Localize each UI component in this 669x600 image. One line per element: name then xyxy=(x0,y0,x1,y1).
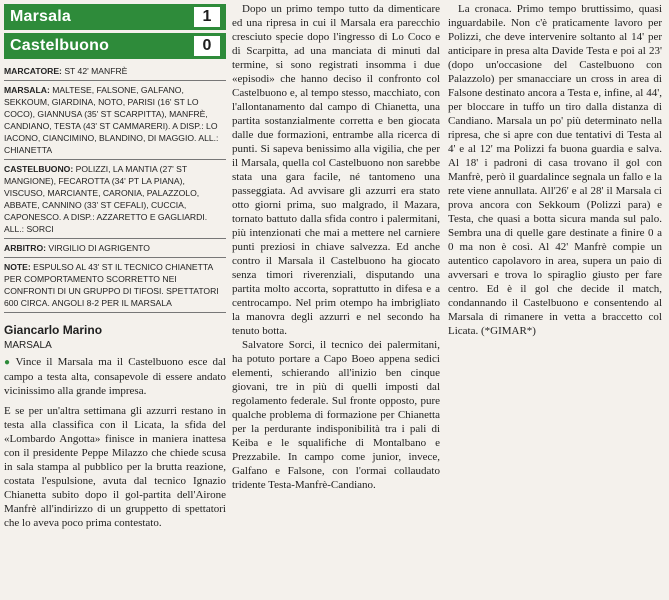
away-goals: 0 xyxy=(194,36,220,56)
home-lineup-block xyxy=(4,81,226,160)
referee-block xyxy=(4,239,226,258)
away-score-row xyxy=(4,33,226,59)
bullet-icon: ● xyxy=(4,357,13,368)
article-paragraph-3: Dopo un primo tempo tutto da dimenticare ed una ripresa in cui il Marsala era parecchio cresciuto specie dopo l'ingresso di Lo Coco e di Scarpitta, ad una manciata di minuti dal termine, si sono registrati insomma i due «episodi» che hanno deciso il confronto col Castelbuono e, al tempo stesso, macchiato, con l'allontanamento dal campo di Chianetta, una partita sostanzialmente corretta e ben giocata dalle due formazioni, entrambe alla ricerca di punti. Si sapeva benissimo alla vigilia, che per il Marsala, quella col Castelbuono non sarebbe stata una gara facile, né tantomeno una passeggiata. Ad avvisare gli azzurri era stato otto giorni prima, suo malgrado, il Mazara, tornato battuto dalla sfida contro i palermitani, più intenzionati che mai a mettere nel carniere punti preziosi in chiave salvezza. Ed anche contro il Marsala il Castelbuono ha giocato senza timori riverenziali, disputando una partita molto accorta, soprattutto in difesa e a centrocampo. Nel prim otempo ha imbrigliato la manovra degli azzurri e nel secondo ha tenuto botta. xyxy=(232,3,440,337)
referee-value: VIRGILIO DI AGRIGENTO xyxy=(48,243,150,253)
away-lineup-label: CASTELBUONO: xyxy=(4,164,74,174)
away-lineup-value: POLIZZI, LA MANTIA (27' ST MANGIONE), FECAROTTA (34' PT LA PIANA), VISCUSO, MARCIANTE, CARONIA, PALAZZOLO, ABBATE, CANNINO (33' ST CEFALI), CUCCIA, CAPONESCO. A DISP.: AZZARETTO E GAGLIARDI. ALL.: SORCI xyxy=(4,164,208,234)
scorer-value: ST 42' MANFRÈ xyxy=(64,66,128,76)
article-column-3 xyxy=(448,2,662,338)
away-lineup-block xyxy=(4,160,226,239)
home-team-name: Marsala xyxy=(10,8,71,25)
scorer-label: MARCATORE: xyxy=(4,66,62,76)
scorer-block xyxy=(4,62,226,81)
dateline-place: MARSALA xyxy=(4,340,52,351)
notes-block xyxy=(4,258,226,313)
notes-label: NOTE: xyxy=(4,262,31,272)
article-paragraph-5: La cronaca. Primo tempo bruttissimo, quasi inguardabile. Non c'è praticamente lavoro per Polizzi, che deve intervenire soltanto al 14' per anticipare in presa alta Davide Testa e poi al 23' (dopo un'occasione del Castelbuono con Palazzolo) per smanacciare un cross in area di Falsone destinato ancora a Testa e, infine, al 44', per bloccare in tuffo un tiro dalla distanza di Candiano. Marsala un po' più determinato nella ripresa, che si apre con due tentativi di Testa al 4' e al 12' ma Polizzi fa buona guardia e salva. Al 18' i padroni di casa trovano il gol con Manfrè, però il guardalince segnala un fallo e la rete viene annullata. All'26' e al 28' il Marsala ci prova ancora con Sekkoum (Polizzi para) e Testa, che quasi a botta sicura manda sul palo. Sembra una di quelle gare destinate a finire 0 a 0 ma non è così. Al 42' Manfrè compie un autentico capolavoro in area, supera un paio di avversari e trova lo spiraglio giusto per fare centro. Ed è il gol che decide il match, condannando il Castelbuono e consentendo al Marsala di rimanere in vetta a braccetto col Licata. (*GIMAR*) xyxy=(448,3,662,337)
article-paragraph-1: ● Vince il Marsala ma il Castelbuono esce dal campo a testa alta, consapevole di essere andato vicinissimo alla grande impresa. xyxy=(4,356,226,397)
article-paragraph-2: E se per un'altra settimana gli azzurri restano in testa alla classifica con il Licata, la sfida del «Lombardo Angotta» finisce in maniera inattesa con il presidente Peppe Milazzo che chiede scusa in sala stampa al pubblico per la brutta reazione, costata l'espulsione, avuta dal tecnico Ignazio Chianetta subito dopo il gol-partita dell'Airone Manfrè all'indirizzo di un gruppetto di spettatori che lo aveva poco prima contestato. xyxy=(4,405,226,529)
home-score-row xyxy=(4,4,226,30)
match-sidebar xyxy=(4,4,226,536)
home-goals: 1 xyxy=(194,7,220,27)
home-lineup-value: MALTESE, FALSONE, GALFANO, SEKKOUM, GIARDINA, NOTO, PARISI (16' ST LO COCO), GIANNUSA (35' ST SCARPITTA), MANFRÈ, CANDIANO, TESTA (43' ST CAMMARERI). A DISP.: LO IACONO, CIANCIMINO, BLANDINO, DI MAGGIO. ALL.: CHIANETTA xyxy=(4,85,219,155)
author-name: Giancarlo Marino xyxy=(4,323,103,337)
home-lineup-label: MARSALA: xyxy=(4,85,50,95)
referee-label: ARBITRO: xyxy=(4,243,47,253)
article-paragraph-4: Salvatore Sorci, il tecnico dei palermitani, ha potuto portare a Capo Boeo appena sedici elementi, schierando all'inizio ben cinque giovani, tre in più di quelli imposti dal regolamento federale. Sul fronte opposto, pure qualche problema di formazione per Chianetta per la perdurante indisponibilità tra i pali di Keiba e le squalifiche di Montalbano e Prezzabile. In campo come junior, invece, Galfano e Falsone, con l'ormai collaudato tridente Testa-Manfrè-Candiano. xyxy=(232,339,440,491)
match-infobox xyxy=(4,62,226,313)
notes-value: ESPULSO AL 43' ST IL TECNICO CHIANETTA PER COMPORTAMENTO SCORRETTO NEI CONFRONTI DI UN GRUPPO DI TIFOSI. SPETTATORI 600 CIRCA. ANGOLI 8-2 PER IL MARSALA xyxy=(4,262,219,308)
away-team-name: Castelbuono xyxy=(10,37,110,54)
article-intro xyxy=(4,355,226,530)
article-column-2 xyxy=(232,2,440,492)
